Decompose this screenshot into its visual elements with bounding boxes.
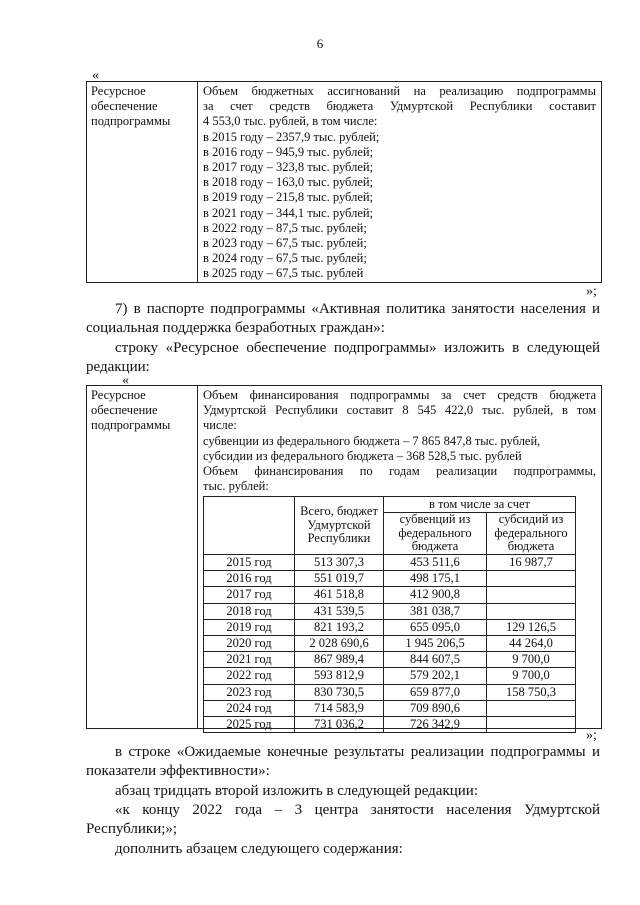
page-number: 6 bbox=[316, 36, 324, 51]
subs-cell: 9 700,0 bbox=[487, 652, 576, 668]
label-line: обеспечение bbox=[91, 403, 158, 418]
table-row bbox=[204, 716, 576, 732]
paragraph-32-text: абзац тридцать второй изложить в следующей редакции: bbox=[115, 783, 478, 799]
year-line: в 2022 году – 87,5 тыс. рублей; bbox=[203, 220, 367, 235]
subsidies-line: субсидии из федерального бюджета – 368 528,5 тыс. рублей bbox=[203, 448, 522, 463]
quote-line: Республики;»; bbox=[86, 821, 178, 837]
item-7-line: 7) в паспорте подпрограммы «Активная политика занятости населения и bbox=[115, 301, 600, 317]
results-line: в строке «Ожидаемые конечные результаты реализации подпрограммы и bbox=[115, 744, 600, 760]
total-cell: 2 028 690,6 bbox=[295, 635, 384, 651]
label-line: Ресурсное bbox=[91, 84, 146, 98]
year-line: в 2017 году – 323,8 тыс. рублей; bbox=[203, 160, 374, 175]
quote-line: «к концу 2022 года – 3 центра занятости населения Удмуртской bbox=[115, 802, 600, 818]
subs-cell: 158 750,3 bbox=[487, 684, 576, 700]
table-row bbox=[204, 635, 576, 651]
instruction-line: строку «Ресурсное обеспечение подпрограммы» изложить в следующей bbox=[115, 340, 600, 356]
group-col-header: в том числе за счет bbox=[384, 497, 576, 513]
financing-table bbox=[203, 496, 576, 733]
total-cell: 821 193,2 bbox=[295, 619, 384, 635]
by-years-unit: тыс. рублей: bbox=[203, 479, 269, 494]
year-cell: 2023 год bbox=[204, 684, 295, 700]
resource-box-2 bbox=[86, 385, 602, 729]
intro-line: Объем бюджетных ассигнований на реализацию подпрограммы bbox=[203, 84, 596, 98]
table-row bbox=[204, 668, 576, 684]
subv-cell: 412 900,8 bbox=[384, 587, 487, 603]
year-line: в 2019 году – 215,8 тыс. рублей; bbox=[203, 190, 374, 205]
year-cell: 2015 год bbox=[204, 554, 295, 570]
year-cell: 2016 год bbox=[204, 571, 295, 587]
year-line: в 2024 году – 67,5 тыс. рублей; bbox=[203, 251, 367, 266]
quote-paragraph bbox=[86, 801, 600, 839]
year-line: в 2016 году – 945,9 тыс. рублей; bbox=[203, 144, 374, 159]
quote-close-2: »; bbox=[586, 728, 597, 743]
results-instruction-paragraph bbox=[86, 743, 600, 781]
year-cell: 2021 год bbox=[204, 652, 295, 668]
total-cell: 830 730,5 bbox=[295, 684, 384, 700]
quote-close-1: »; bbox=[586, 284, 597, 299]
subv-cell: 498 175,1 bbox=[384, 571, 487, 587]
year-line: в 2021 году – 344,1 тыс. рублей; bbox=[203, 205, 374, 220]
item-7-line: социальная поддержка безработных граждан»: bbox=[86, 320, 385, 336]
table-row bbox=[204, 684, 576, 700]
subs-cell bbox=[487, 603, 576, 619]
resource-text-2 bbox=[198, 386, 601, 731]
total-cell: 551 019,7 bbox=[295, 571, 384, 587]
subs-cell bbox=[487, 700, 576, 716]
table-row bbox=[204, 554, 576, 570]
resource-text-1 bbox=[198, 82, 601, 282]
total-cell: 513 307,3 bbox=[295, 554, 384, 570]
year-line: в 2015 году – 2357,9 тыс. рублей; bbox=[203, 129, 380, 144]
year-line: в 2023 году – 67,5 тыс. рублей; bbox=[203, 236, 367, 251]
subv-cell: 579 202,1 bbox=[384, 668, 487, 684]
subv-cell: 655 095,0 bbox=[384, 619, 487, 635]
label-line: Ресурсное bbox=[91, 388, 146, 402]
subv-cell: 659 877,0 bbox=[384, 684, 487, 700]
total-cell: 714 583,9 bbox=[295, 700, 384, 716]
subs-cell bbox=[487, 587, 576, 603]
table-row bbox=[204, 652, 576, 668]
subs-cell: 44 264,0 bbox=[487, 635, 576, 651]
subv-cell: 1 945 206,5 bbox=[384, 635, 487, 651]
total-cell: 593 812,9 bbox=[295, 668, 384, 684]
year-line: в 2025 году – 67,5 тыс. рублей bbox=[203, 266, 364, 281]
total-cell: 867 989,4 bbox=[295, 652, 384, 668]
quote-open-1: « bbox=[92, 68, 99, 83]
year-cell: 2025 год bbox=[204, 716, 295, 732]
total-cell: 431 539,5 bbox=[295, 603, 384, 619]
subv-cell: 709 890,6 bbox=[384, 700, 487, 716]
table-header-row bbox=[204, 497, 576, 513]
quote-open-2: « bbox=[122, 373, 129, 388]
year-cell: 2017 год bbox=[204, 587, 295, 603]
subv-cell: 381 038,7 bbox=[384, 603, 487, 619]
resource-box-1 bbox=[86, 81, 602, 283]
table-row bbox=[204, 700, 576, 716]
add-paragraph-text: дополнить абзацем следующего содержания: bbox=[115, 841, 403, 857]
year-line: в 2018 году – 163,0 тыс. рублей; bbox=[203, 175, 374, 190]
total-cell: 731 036,2 bbox=[295, 716, 384, 732]
year-cell: 2018 год bbox=[204, 603, 295, 619]
intro-line: Удмуртской Республики составит 8 545 422,0 тыс. рублей, в том bbox=[203, 403, 596, 418]
table-row bbox=[204, 603, 576, 619]
year-cell: 2019 год bbox=[204, 619, 295, 635]
intro-line: числе: bbox=[203, 418, 237, 433]
intro-line: Объем финансирования подпрограммы за счет средств бюджета bbox=[203, 388, 596, 402]
total-col-header: Всего, бюджет Удмуртской Республики bbox=[295, 497, 384, 555]
row-instruction-paragraph bbox=[86, 339, 600, 377]
subs-cell: 9 700,0 bbox=[487, 668, 576, 684]
subs-cell: 16 987,7 bbox=[487, 554, 576, 570]
subv-cell: 726 342,9 bbox=[384, 716, 487, 732]
instruction-line: редакции: bbox=[86, 359, 150, 375]
subs-cell bbox=[487, 571, 576, 587]
label-line: подпрограммы bbox=[91, 114, 171, 129]
resource-label-1 bbox=[87, 82, 198, 282]
table-row bbox=[204, 571, 576, 587]
total-cell: 461 518,8 bbox=[295, 587, 384, 603]
year-cell: 2022 год bbox=[204, 668, 295, 684]
subv-cell: 844 607,5 bbox=[384, 652, 487, 668]
by-years-line: Объем финансирования по годам реализации подпрограммы, bbox=[203, 464, 596, 479]
table-row bbox=[204, 587, 576, 603]
subventions-line: субвенции из федерального бюджета – 7 865 847,8 тыс. рублей, bbox=[203, 433, 541, 448]
year-cell: 2024 год bbox=[204, 700, 295, 716]
results-line: показатели эффективности»: bbox=[86, 763, 270, 779]
intro-line: 4 553,0 тыс. рублей, в том числе: bbox=[203, 114, 378, 129]
item-7-paragraph bbox=[86, 300, 600, 338]
subs-cell: 129 126,5 bbox=[487, 619, 576, 635]
year-col-header bbox=[204, 497, 295, 555]
subv-col-header: субвенций из федерального бюджета bbox=[384, 513, 487, 555]
intro-line: за счет средств бюджета Удмуртской Республики составит bbox=[203, 99, 596, 114]
subs-cell bbox=[487, 716, 576, 732]
year-cell: 2020 год bbox=[204, 635, 295, 651]
subs-col-header: субсидий из федерального бюджета bbox=[487, 513, 576, 555]
label-line: обеспечение bbox=[91, 99, 158, 114]
subv-cell: 453 511,6 bbox=[384, 554, 487, 570]
label-line: подпрограммы bbox=[91, 418, 171, 433]
table-row bbox=[204, 619, 576, 635]
resource-label-2 bbox=[87, 386, 198, 728]
